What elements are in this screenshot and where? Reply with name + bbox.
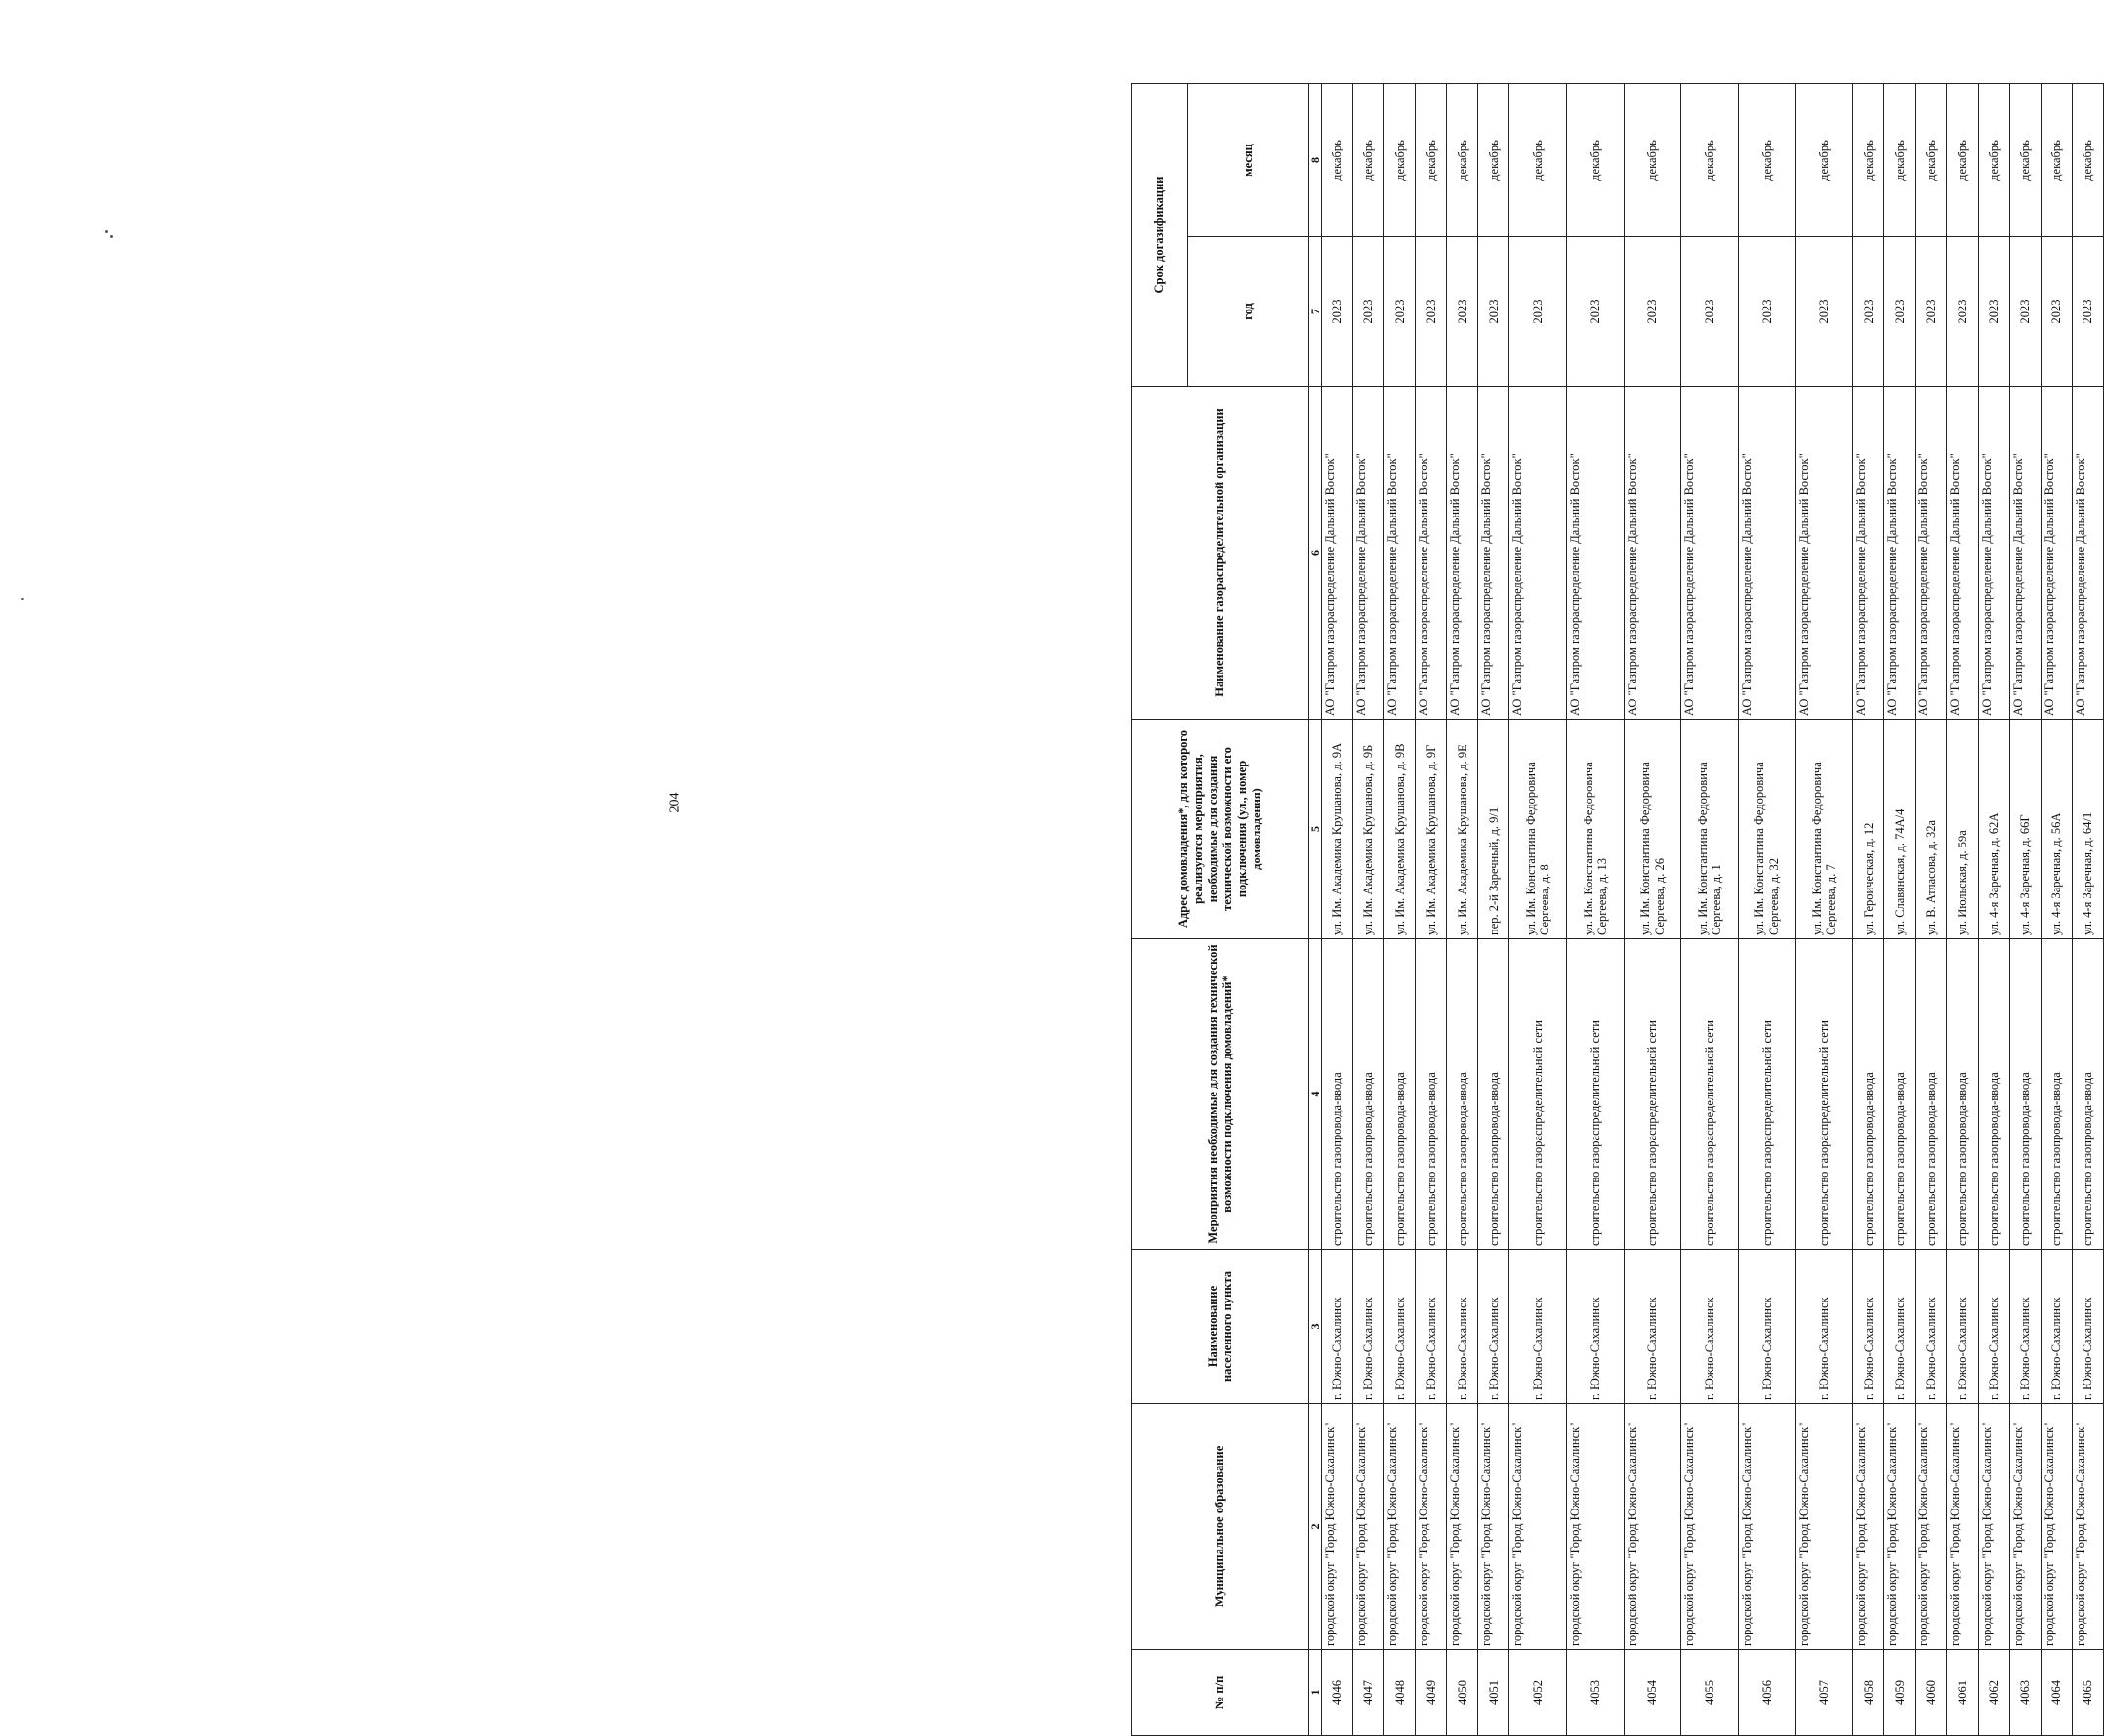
- cell-municipality: городской округ "Город Южно-Сахалинск": [1384, 1404, 1416, 1650]
- cell-address: ул. Им. Академика Крушанова, д. 9Е: [1447, 720, 1478, 939]
- cell-org: АО "Газпром газораспределение Дальний Восток": [2041, 387, 2072, 720]
- cell-org: АО "Газпром газораспределение Дальний Восток": [1624, 387, 1681, 720]
- cell-num: 4049: [1416, 1650, 1447, 1736]
- cell-org: АО "Газпром газораспределение Дальний Восток": [1978, 387, 2009, 720]
- cell-municipality: городской округ "Город Южно-Сахалинск": [1509, 1404, 1567, 1650]
- cell-address: ул. Им. Константина Федоровича Сергеева, д. 7: [1795, 720, 1853, 939]
- cell-org: АО "Газпром газораспределение Дальний Восток": [1795, 387, 1853, 720]
- cell-num: 4065: [2072, 1650, 2103, 1736]
- cell-org: АО "Газпром газораспределение Дальний Восток": [1322, 387, 1353, 720]
- cell-municipality: городской округ "Город Южно-Сахалинск": [2072, 1404, 2103, 1650]
- cell-month: декабрь: [1384, 83, 1416, 236]
- cell-org: АО "Газпром газораспределение Дальний Восток": [1416, 387, 1447, 720]
- cell-action: строительство газопровода-ввода: [1978, 939, 2009, 1250]
- table-row: [2041, 83, 2072, 1735]
- cell-num: 4056: [1738, 1650, 1795, 1736]
- cell-month: декабрь: [1478, 83, 1509, 236]
- cell-settlement: г. Южно-Сахалинск: [1322, 1250, 1353, 1404]
- cell-year: 2023: [1447, 237, 1478, 387]
- table-row: [1478, 83, 1509, 1735]
- cell-address: ул. Им. Константина Федоровича Сергеева, д. 1: [1681, 720, 1739, 939]
- cell-settlement: г. Южно-Сахалинск: [1884, 1250, 1916, 1404]
- cell-num: 4063: [2009, 1650, 2041, 1736]
- cell-municipality: городской округ "Город Южно-Сахалинск": [1567, 1404, 1625, 1650]
- cell-num: 4060: [1916, 1650, 1947, 1736]
- header-settlement: Наименование населенного пункта: [1132, 1250, 1309, 1404]
- cell-municipality: городской округ "Город Южно-Сахалинск": [1478, 1404, 1509, 1650]
- table-row: [1916, 83, 1947, 1735]
- cell-settlement: г. Южно-Сахалинск: [1624, 1250, 1681, 1404]
- cell-municipality: городской округ "Город Южно-Сахалинск": [1447, 1404, 1478, 1650]
- cell-month: декабрь: [1416, 83, 1447, 236]
- cell-action: строительство газопровода-ввода: [1947, 939, 1978, 1250]
- cell-settlement: г. Южно-Сахалинск: [2041, 1250, 2072, 1404]
- table-row: [1567, 83, 1625, 1735]
- table-body: [1322, 83, 2104, 1735]
- cell-month: декабрь: [1624, 83, 1681, 236]
- cell-address: ул. В. Атласова, д. 32а: [1916, 720, 1947, 939]
- cell-num: 4064: [2041, 1650, 2072, 1736]
- cell-year: 2023: [1916, 237, 1947, 387]
- table-row: [1738, 83, 1795, 1735]
- cell-num: 4061: [1947, 1650, 1978, 1736]
- col-number: 4: [1309, 939, 1322, 1250]
- scan-speck: [110, 235, 113, 238]
- cell-action: строительство газораспределительной сети: [1795, 939, 1853, 1250]
- cell-num: 4052: [1509, 1650, 1567, 1736]
- cell-action: строительство газораспределительной сети: [1681, 939, 1739, 1250]
- table-row: [1509, 83, 1567, 1735]
- cell-org: АО "Газпром газораспределение Дальний Восток": [1567, 387, 1625, 720]
- cell-municipality: городской округ "Город Южно-Сахалинск": [1978, 1404, 2009, 1650]
- col-number: 5: [1309, 720, 1322, 939]
- cell-month: декабрь: [2072, 83, 2103, 236]
- column-number-row: [1309, 83, 1322, 1735]
- cell-year: 2023: [1978, 237, 2009, 387]
- cell-month: декабрь: [2041, 83, 2072, 236]
- cell-num: 4050: [1447, 1650, 1478, 1736]
- cell-action: строительство газопровода-ввода: [1478, 939, 1509, 1250]
- cell-municipality: городской округ "Город Южно-Сахалинск": [1681, 1404, 1739, 1650]
- cell-month: декабрь: [1322, 83, 1353, 236]
- cell-month: декабрь: [1353, 83, 1384, 236]
- cell-year: 2023: [1509, 237, 1567, 387]
- cell-org: АО "Газпром газораспределение Дальний Восток": [1884, 387, 1916, 720]
- cell-address: ул. Им. Константина Федоровича Сергеева, д. 13: [1567, 720, 1625, 939]
- cell-year: 2023: [2009, 237, 2041, 387]
- cell-settlement: г. Южно-Сахалинск: [1509, 1250, 1567, 1404]
- header-action: Мероприятия необходимые для создания технической возможности подключения домовладений*: [1132, 939, 1309, 1250]
- cell-settlement: г. Южно-Сахалинск: [1978, 1250, 2009, 1404]
- cell-month: декабрь: [1509, 83, 1567, 236]
- cell-month: декабрь: [1978, 83, 2009, 236]
- cell-num: 4057: [1795, 1650, 1853, 1736]
- col-number: 7: [1309, 237, 1322, 387]
- cell-action: строительство газораспределительной сети: [1509, 939, 1567, 1250]
- cell-municipality: городской округ "Город Южно-Сахалинск": [1916, 1404, 1947, 1650]
- cell-settlement: г. Южно-Сахалинск: [1853, 1250, 1884, 1404]
- cell-action: строительство газопровода-ввода: [2072, 939, 2103, 1250]
- cell-year: 2023: [1322, 237, 1353, 387]
- cell-org: АО "Газпром газораспределение Дальний Восток": [2009, 387, 2041, 720]
- cell-settlement: г. Южно-Сахалинск: [2009, 1250, 2041, 1404]
- cell-municipality: городской округ "Город Южно-Сахалинск": [1353, 1404, 1384, 1650]
- cell-address: пер. 2-й Заречный, д. 9/1: [1478, 720, 1509, 939]
- cell-month: декабрь: [1447, 83, 1478, 236]
- table-row: [1447, 83, 1478, 1735]
- cell-month: декабрь: [1884, 83, 1916, 236]
- cell-num: 4054: [1624, 1650, 1681, 1736]
- cell-num: 4062: [1978, 1650, 2009, 1736]
- cell-action: строительство газопровода-ввода: [2041, 939, 2072, 1250]
- cell-address: ул. Им. Константина Федоровича Сергеева, д. 32: [1738, 720, 1795, 939]
- cell-address: ул. Им. Академика Крушанова, д. 9Г: [1416, 720, 1447, 939]
- header-org: Наименование газораспределительной организации: [1132, 387, 1309, 720]
- cell-num: 4046: [1322, 1650, 1353, 1736]
- cell-municipality: городской округ "Город Южно-Сахалинск": [1416, 1404, 1447, 1650]
- cell-org: АО "Газпром газораспределение Дальний Восток": [1353, 387, 1384, 720]
- cell-year: 2023: [1478, 237, 1509, 387]
- col-number: 8: [1309, 83, 1322, 236]
- cell-year: 2023: [1416, 237, 1447, 387]
- cell-action: строительство газопровода-ввода: [1353, 939, 1384, 1250]
- cell-address: ул. Им. Константина Федоровича Сергеева, д. 8: [1509, 720, 1567, 939]
- cell-month: декабрь: [1795, 83, 1853, 236]
- cell-month: декабрь: [2009, 83, 2041, 236]
- cell-settlement: г. Южно-Сахалинск: [1738, 1250, 1795, 1404]
- cell-settlement: г. Южно-Сахалинск: [2072, 1250, 2103, 1404]
- cell-municipality: городской округ "Город Южно-Сахалинск": [1624, 1404, 1681, 1650]
- cell-action: строительство газораспределительной сети: [1567, 939, 1625, 1250]
- cell-settlement: г. Южно-Сахалинск: [1916, 1250, 1947, 1404]
- cell-year: 2023: [1681, 237, 1739, 387]
- cell-month: декабрь: [1681, 83, 1739, 236]
- col-number: 2: [1309, 1404, 1322, 1650]
- cell-action: строительство газопровода-ввода: [1884, 939, 1916, 1250]
- cell-settlement: г. Южно-Сахалинск: [1681, 1250, 1739, 1404]
- header-municipality: Муниципальное образование: [1132, 1404, 1309, 1650]
- cell-org: АО "Газпром газораспределение Дальний Восток": [1447, 387, 1478, 720]
- cell-num: 4053: [1567, 1650, 1625, 1736]
- header-address: Адрес домовладения*, для которого реализуются мероприятия, необходимые для создания технической возможности его подключения (ул., номер домовладения): [1132, 720, 1309, 939]
- cell-address: ул. 4-я Заречная, д. 64/1: [2072, 720, 2103, 939]
- cell-year: 2023: [1384, 237, 1416, 387]
- cell-org: АО "Газпром газораспределение Дальний Восток": [1478, 387, 1509, 720]
- cell-org: АО "Газпром газораспределение Дальний Восток": [1916, 387, 1947, 720]
- cell-action: строительство газопровода-ввода: [1416, 939, 1447, 1250]
- cell-municipality: городской округ "Город Южно-Сахалинск": [1853, 1404, 1884, 1650]
- cell-num: 4051: [1478, 1650, 1509, 1736]
- cell-municipality: городской округ "Город Южно-Сахалинск": [1947, 1404, 1978, 1650]
- table-row: [1624, 83, 1681, 1735]
- cell-num: 4048: [1384, 1650, 1416, 1736]
- cell-action: строительство газопровода-ввода: [2009, 939, 2041, 1250]
- col-number: 6: [1309, 387, 1322, 720]
- cell-settlement: г. Южно-Сахалинск: [1353, 1250, 1384, 1404]
- cell-action: строительство газопровода-ввода: [1916, 939, 1947, 1250]
- cell-year: 2023: [2041, 237, 2072, 387]
- cell-year: 2023: [1853, 237, 1884, 387]
- cell-month: декабрь: [1738, 83, 1795, 236]
- cell-org: АО "Газпром газораспределение Дальний Восток": [1384, 387, 1416, 720]
- cell-year: 2023: [1353, 237, 1384, 387]
- cell-num: 4059: [1884, 1650, 1916, 1736]
- cell-num: 4047: [1353, 1650, 1384, 1736]
- table-row: [1795, 83, 1853, 1735]
- table-row: [1947, 83, 1978, 1735]
- cell-month: декабрь: [1567, 83, 1625, 236]
- cell-address: ул. Им. Академика Крушанова, д. 9Б: [1353, 720, 1384, 939]
- cell-municipality: городской округ "Город Южно-Сахалинск": [1884, 1404, 1916, 1650]
- table-row: [1384, 83, 1416, 1735]
- cell-year: 2023: [1738, 237, 1795, 387]
- cell-action: строительство газопровода-ввода: [1853, 939, 1884, 1250]
- gasification-table: [1131, 83, 2104, 1736]
- cell-settlement: г. Южно-Сахалинск: [1795, 1250, 1853, 1404]
- cell-action: строительство газораспределительной сети: [1738, 939, 1795, 1250]
- cell-org: АО "Газпром газораспределение Дальний Восток": [1509, 387, 1567, 720]
- cell-address: ул. Им. Академика Крушанова, д. 9А: [1322, 720, 1353, 939]
- cell-org: АО "Газпром газораспределение Дальний Восток": [2072, 387, 2103, 720]
- cell-municipality: городской округ "Город Южно-Сахалинск": [1795, 1404, 1853, 1650]
- cell-year: 2023: [1884, 237, 1916, 387]
- cell-settlement: г. Южно-Сахалинск: [1384, 1250, 1416, 1404]
- header-year: год: [1188, 237, 1309, 387]
- cell-address: ул. Им. Академика Крушанова, д. 9В: [1384, 720, 1416, 939]
- cell-month: декабрь: [1947, 83, 1978, 236]
- cell-address: ул. 4-я Заречная, д. 66Г: [2009, 720, 2041, 939]
- table-row: [1416, 83, 1447, 1735]
- cell-municipality: городской округ "Город Южно-Сахалинск": [2009, 1404, 2041, 1650]
- cell-year: 2023: [1947, 237, 1978, 387]
- cell-settlement: г. Южно-Сахалинск: [1416, 1250, 1447, 1404]
- cell-month: декабрь: [1916, 83, 1947, 236]
- header-month: месяц: [1188, 83, 1309, 236]
- scan-speck: [21, 598, 24, 600]
- cell-address: ул. 4-я Заречная, д. 62А: [1978, 720, 2009, 939]
- cell-org: АО "Газпром газораспределение Дальний Восток": [1853, 387, 1884, 720]
- table-row: [1978, 83, 2009, 1735]
- cell-year: 2023: [1795, 237, 1853, 387]
- cell-org: АО "Газпром газораспределение Дальний Восток": [1947, 387, 1978, 720]
- cell-num: 4058: [1853, 1650, 1884, 1736]
- rotated-table-container: [1131, 84, 2104, 1736]
- table-row: [2009, 83, 2041, 1735]
- cell-action: строительство газопровода-ввода: [1384, 939, 1416, 1250]
- cell-month: декабрь: [1853, 83, 1884, 236]
- header-term: Срок догазификации: [1132, 83, 1188, 386]
- table-row: [1681, 83, 1739, 1735]
- table-row: [2072, 83, 2103, 1735]
- header-num: № п/п: [1132, 1650, 1309, 1736]
- cell-settlement: г. Южно-Сахалинск: [1447, 1250, 1478, 1404]
- col-number: 1: [1309, 1650, 1322, 1736]
- table-row: [1853, 83, 1884, 1735]
- cell-municipality: городской округ "Город Южно-Сахалинск": [1738, 1404, 1795, 1650]
- cell-org: АО "Газпром газораспределение Дальний Восток": [1738, 387, 1795, 720]
- cell-municipality: городской округ "Город Южно-Сахалинск": [1322, 1404, 1353, 1650]
- cell-settlement: г. Южно-Сахалинск: [1947, 1250, 1978, 1404]
- cell-address: ул. Июльская, д. 59а: [1947, 720, 1978, 939]
- cell-action: строительство газораспределительной сети: [1624, 939, 1681, 1250]
- cell-num: 4055: [1681, 1650, 1739, 1736]
- cell-address: ул. Героическая, д. 12: [1853, 720, 1884, 939]
- cell-action: строительство газопровода-ввода: [1447, 939, 1478, 1250]
- cell-action: строительство газопровода-ввода: [1322, 939, 1353, 1250]
- cell-year: 2023: [1624, 237, 1681, 387]
- page-number: 204: [667, 792, 682, 813]
- cell-address: ул. Славянская, д. 74А/4: [1884, 720, 1916, 939]
- cell-settlement: г. Южно-Сахалинск: [1478, 1250, 1509, 1404]
- table-row: [1322, 83, 1353, 1735]
- cell-year: 2023: [2072, 237, 2103, 387]
- cell-address: ул. 4-я Заречная, д. 56А: [2041, 720, 2072, 939]
- cell-org: АО "Газпром газораспределение Дальний Восток": [1681, 387, 1739, 720]
- scan-speck: [105, 230, 108, 233]
- cell-municipality: городской округ "Город Южно-Сахалинск": [2041, 1404, 2072, 1650]
- table-row: [1353, 83, 1384, 1735]
- cell-address: ул. Им. Константина Федоровича Сергеева, д. 26: [1624, 720, 1681, 939]
- cell-settlement: г. Южно-Сахалинск: [1567, 1250, 1625, 1404]
- col-number: 3: [1309, 1250, 1322, 1404]
- table-row: [1884, 83, 1916, 1735]
- cell-year: 2023: [1567, 237, 1625, 387]
